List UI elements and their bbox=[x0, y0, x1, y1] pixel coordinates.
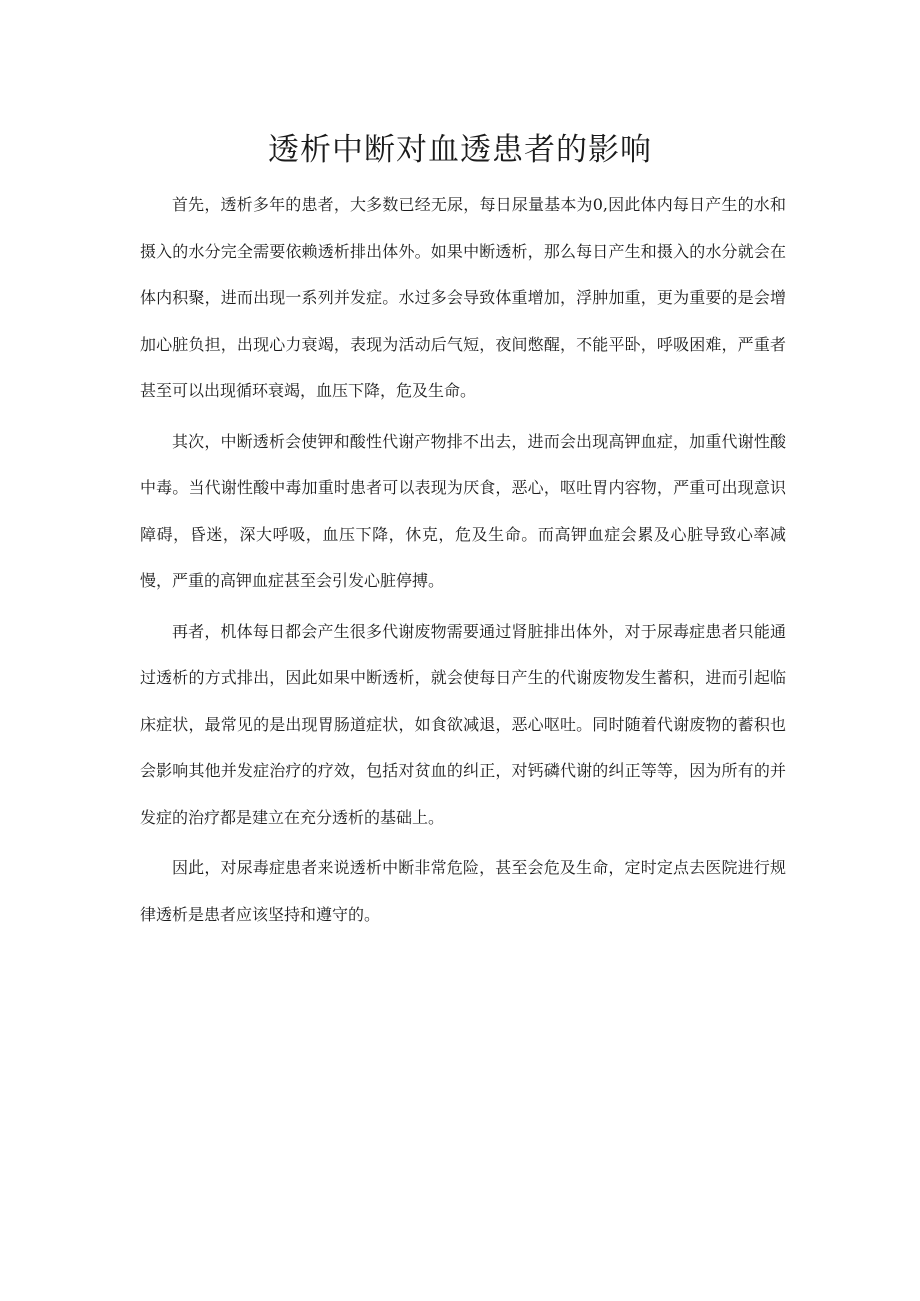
page-title: 透析中断对血透患者的影响 bbox=[268, 132, 652, 168]
paragraph-3: 再者，机体每日都会产生很多代谢废物需要通过肾脏排出体外，对于尿毒症患者只能通过透析的方式排出，因此如果中断透析，就会使每日产生的代谢废物发生蓄积，进而引起临床症状，最常见的是出现胃肠道症状，如食欲减退，恶心呕吐。同时随着代谢废物的蓄积也会影响其他并发症治疗的疗效，包括对贫血的纠正，对钙磷代谢的纠正等等，因为所有的并发症的治疗都是建立在充分透析的基础上。 bbox=[140, 621, 786, 827]
paragraph-1: 首先，透析多年的患者，大多数已经无尿，每日尿量基本为0,因此体内每日产生的水和摄入的水分完全需要依赖透析排出体外。如果中断透析，那么每日产生和摄入的水分就会在体内积聚，进而出现一系列并发症。水过多会导致体重增加，浮肿加重，更为重要的是会增加心脏负担，出现心力衰竭，表现为活动后气短，夜间憋醒，不能平卧，呼吸困难，严重者甚至可以出现循环衰竭，血压下降，危及生命。 bbox=[140, 195, 786, 400]
document-body bbox=[140, 182, 786, 942]
paragraph-2: 其次，中断透析会使钾和酸性代谢产物排不出去，进而会出现高钾血症，加重代谢性酸中毒。当代谢性酸中毒加重时患者可以表现为厌食，恶心，呕吐胃内容物，严重可出现意识障碍，昏迷，深大呼吸，血压下降，休克，危及生命。而高钾血症会累及心脏导致心率减慢，严重的高钾血症甚至会引发心脏停搏。 bbox=[140, 431, 786, 590]
paragraph-4: 因此，对尿毒症患者来说透析中断非常危险，甚至会危及生命，定时定点去医院进行规律透析是患者应该坚持和遵守的。 bbox=[140, 858, 786, 924]
